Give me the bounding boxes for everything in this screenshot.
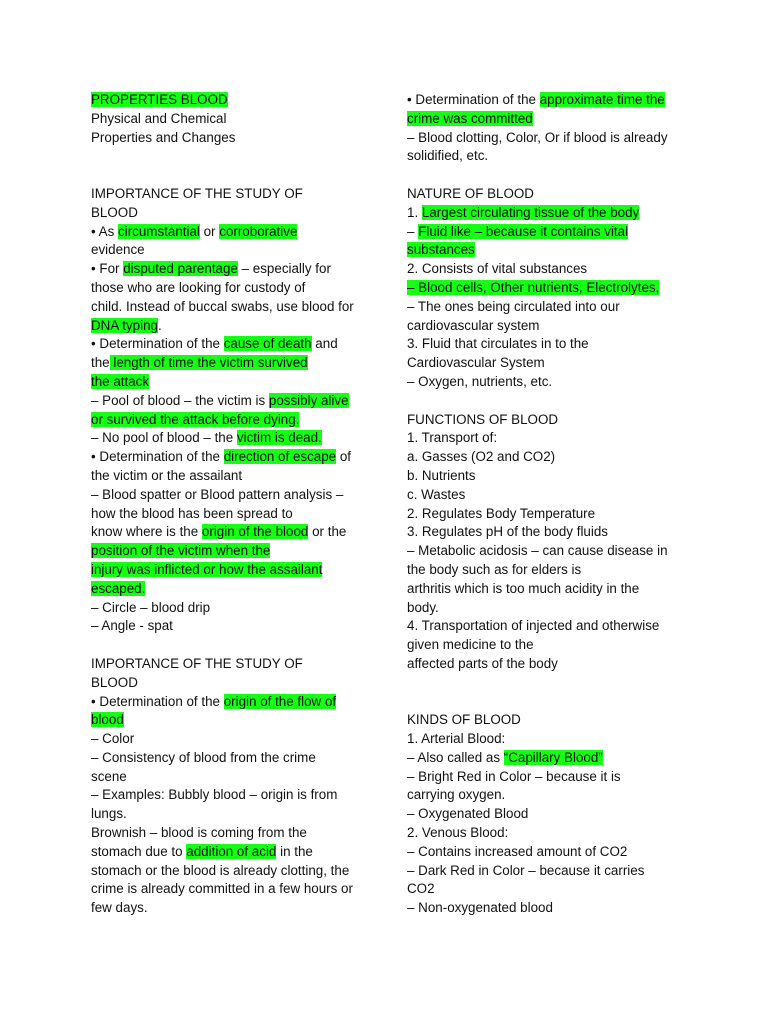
highlighted-text: victim is dead. (236, 430, 322, 446)
text-line (407, 505, 687, 524)
text-segment: 2. Regulates Body Temperature (407, 505, 596, 521)
text-segment: child. Instead of buccal swabs, use blood for (91, 298, 354, 314)
blank-line (407, 693, 687, 712)
text-line (91, 185, 371, 204)
text-segment: • Determination of the (91, 336, 224, 352)
text-segment: FUNCTIONS OF BLOOD (407, 411, 559, 427)
text-line (407, 730, 687, 749)
text-line (407, 899, 687, 918)
text-line (407, 580, 687, 599)
text-segment: 2. Consists of vital substances (407, 261, 588, 277)
text-segment: IMPORTANCE OF THE STUDY OF (91, 185, 303, 201)
highlighted-text: escaped. (91, 580, 146, 596)
text-segment: Brownish – blood is coming from the (91, 825, 307, 841)
text-line (91, 335, 371, 354)
text-line (91, 824, 371, 843)
text-segment: – Non-oxygenated blood (407, 900, 553, 916)
text-segment: 2. Venous Blood: (407, 825, 509, 841)
text-line (91, 279, 371, 298)
text-line (407, 824, 687, 843)
text-segment: know where is the (91, 524, 202, 540)
highlighted-text: approximate time the (539, 92, 665, 107)
text-segment: lungs. (91, 806, 127, 822)
highlighted-text: disputed parentage (123, 261, 238, 277)
text-segment: 3. Regulates pH of the body fluids (407, 524, 608, 540)
text-segment: cardiovascular system (407, 317, 540, 333)
text-line (91, 486, 371, 505)
text-segment: NATURE OF BLOOD (407, 185, 534, 201)
highlighted-text: injury was inflicted or how the assailant (91, 561, 323, 577)
text-segment: 1. Arterial Blood: (407, 731, 506, 747)
text-segment: Physical and Chemical (91, 110, 227, 126)
text-line (91, 467, 371, 486)
highlighted-text: position of the victim when the (91, 543, 271, 559)
text-line (91, 768, 371, 787)
highlighted-text: circumstantial (118, 223, 200, 239)
text-segment: KINDS OF BLOOD (407, 712, 521, 728)
text-segment: and (311, 336, 338, 352)
text-line (407, 655, 687, 674)
text-segment: – Also called as (407, 749, 504, 765)
text-segment: c. Wastes (407, 486, 466, 502)
text-line (407, 91, 687, 110)
text-segment: given medicine to the (407, 637, 534, 653)
text-segment: – especially for (237, 261, 331, 277)
highlighted-text: length of time the victim survived (109, 355, 308, 371)
text-line (91, 505, 371, 524)
text-segment: • For (91, 261, 124, 277)
highlighted-text: origin of the blood (201, 524, 309, 540)
text-segment: • Determination of the (91, 449, 224, 465)
text-segment: carrying oxygen. (407, 787, 506, 803)
text-line (91, 110, 371, 129)
text-line (407, 335, 687, 354)
highlighted-text: “Capillary Blood” (503, 749, 603, 765)
text-line (91, 429, 371, 448)
text-line (407, 373, 687, 392)
text-segment: – Angle - spat (91, 618, 173, 634)
text-segment: evidence (91, 242, 145, 258)
blank-line (91, 166, 371, 185)
text-segment: – Pool of blood – the victim is (91, 392, 269, 408)
text-line (91, 862, 371, 881)
text-line (91, 805, 371, 824)
text-line (91, 523, 371, 542)
text-line (91, 241, 371, 260)
text-line (91, 542, 371, 561)
text-line (407, 448, 687, 467)
text-line (91, 674, 371, 693)
text-segment: – Bright Red in Color – because it is (407, 768, 621, 784)
text-line (91, 749, 371, 768)
text-segment: – Color (91, 731, 135, 747)
text-line (91, 204, 371, 223)
text-segment: stomach due to (91, 843, 187, 859)
text-segment: those who are looking for custody of (91, 279, 306, 295)
text-line (91, 448, 371, 467)
text-line (407, 317, 687, 336)
text-line (91, 298, 371, 317)
text-line (407, 354, 687, 373)
text-segment: – Consistency of blood from the crime (91, 749, 316, 765)
text-segment: body. (407, 599, 439, 615)
text-line (91, 599, 371, 618)
text-segment: – Examples: Bubbly blood – origin is from (91, 787, 338, 803)
text-segment: 3. Fluid that circulates in to the (407, 336, 589, 352)
text-line (407, 129, 687, 148)
text-segment: • Determination of the (91, 693, 224, 709)
highlighted-text: direction of escape (223, 449, 337, 465)
text-line (91, 711, 371, 730)
text-line (91, 392, 371, 411)
text-segment: – Dark Red in Color – because it carries (407, 862, 645, 878)
highlighted-text: origin of the flow of (223, 693, 337, 709)
text-line (407, 467, 687, 486)
text-line (407, 279, 687, 298)
highlighted-text: DNA typing (91, 317, 158, 333)
text-line (91, 354, 371, 373)
text-segment: Properties and Changes (91, 129, 236, 145)
text-line (407, 862, 687, 881)
text-line (407, 768, 687, 787)
blank-line (407, 392, 687, 411)
left-text-column (91, 91, 371, 918)
text-segment: or (199, 223, 220, 239)
highlighted-text: corroborative (219, 223, 298, 239)
text-segment: 4. Transportation of injected and otherwise (407, 618, 660, 634)
highlighted-text: Fluid like – because it contains vital (418, 223, 629, 239)
text-segment: arthritis which is too much acidity in the (407, 580, 640, 596)
text-segment: . (158, 317, 162, 333)
highlighted-text: or survived the attack before dying. (91, 411, 300, 427)
text-line (91, 786, 371, 805)
highlighted-text: addition of acid (186, 843, 277, 859)
text-segment: solidified, etc. (407, 148, 489, 164)
text-line (91, 655, 371, 674)
text-line (407, 542, 687, 561)
text-segment: b. Nutrients (407, 467, 476, 483)
blank-line (91, 636, 371, 655)
text-line (91, 580, 371, 599)
text-line (407, 223, 687, 242)
text-line (407, 636, 687, 655)
text-line (91, 91, 371, 110)
text-line (407, 241, 687, 260)
text-segment: affected parts of the body (407, 655, 558, 671)
text-segment: a. Gasses (O2 and CO2) (407, 449, 556, 465)
highlighted-text: cause of death (223, 336, 312, 352)
highlighted-text: blood (91, 712, 124, 728)
text-line (407, 185, 687, 204)
text-line (407, 749, 687, 768)
text-segment: stomach or the blood is already clotting, the (91, 862, 350, 878)
text-line (91, 223, 371, 242)
text-segment: the body such as for elders is (407, 561, 582, 577)
text-segment: • Determination of the (407, 92, 540, 107)
text-segment: BLOOD (91, 204, 138, 220)
text-segment: or the (308, 524, 347, 540)
text-line (91, 129, 371, 148)
text-line (407, 805, 687, 824)
text-segment: the victim or the assailant (91, 467, 243, 483)
text-line (91, 561, 371, 580)
text-segment: of (336, 449, 352, 465)
text-line (91, 880, 371, 899)
text-segment: few days. (91, 900, 148, 916)
text-segment: 1. (407, 204, 422, 220)
text-segment: BLOOD (91, 674, 138, 690)
text-line (407, 260, 687, 279)
text-line (407, 110, 687, 129)
text-line (407, 880, 687, 899)
text-segment: • As (91, 223, 119, 239)
highlighted-text: substances (407, 242, 475, 258)
highlighted-text: PROPERTIES BLOOD (91, 92, 228, 107)
blank-line (91, 147, 371, 166)
text-line (91, 899, 371, 918)
text-segment: 1. Transport of: (407, 430, 498, 446)
text-line (407, 599, 687, 618)
text-segment: – Blood spatter or Blood pattern analysis – (91, 486, 344, 502)
text-line (407, 711, 687, 730)
text-line (91, 693, 371, 712)
text-segment: – Contains increased amount of CO2 (407, 843, 628, 859)
text-segment: scene (91, 768, 127, 784)
text-line (407, 147, 687, 166)
text-line (91, 617, 371, 636)
text-segment: – Oxygenated Blood (407, 806, 529, 822)
text-line (91, 260, 371, 279)
highlighted-text: crime was committed (407, 110, 533, 126)
text-line (407, 298, 687, 317)
text-segment: – Circle – blood drip (91, 599, 211, 615)
text-segment: IMPORTANCE OF THE STUDY OF (91, 655, 303, 671)
text-segment: in the (276, 843, 313, 859)
text-segment: – No pool of blood – the (91, 430, 237, 446)
text-segment: – Blood clotting, Color, Or if blood is already (407, 129, 668, 145)
text-line (407, 561, 687, 580)
blank-line (407, 674, 687, 693)
highlighted-text: the attack (91, 373, 150, 389)
text-line (407, 429, 687, 448)
blank-line (407, 166, 687, 185)
text-line (407, 617, 687, 636)
right-text-column (407, 91, 687, 918)
text-line (407, 411, 687, 430)
highlighted-text: Largest circulating tissue of the body (421, 204, 640, 220)
highlighted-text: possibly alive (268, 392, 349, 408)
text-segment: the (91, 355, 110, 371)
text-segment: – Oxygen, nutrients, etc. (407, 373, 553, 389)
text-segment: – (407, 223, 419, 239)
text-segment: CO2 (407, 881, 435, 897)
text-line (91, 317, 371, 336)
text-line (407, 786, 687, 805)
text-line (407, 486, 687, 505)
highlighted-text: – Blood cells, Other nutrients, Electrolytes, (407, 279, 660, 295)
text-segment: – The ones being circulated into our (407, 298, 620, 314)
text-segment: – Metabolic acidosis – can cause disease in (407, 543, 668, 559)
text-line (407, 204, 687, 223)
text-line (407, 523, 687, 542)
text-line (91, 373, 371, 392)
text-line (91, 843, 371, 862)
text-line (91, 730, 371, 749)
text-segment: Cardiovascular System (407, 355, 545, 371)
text-line (91, 411, 371, 430)
text-segment: how the blood has been spread to (91, 505, 293, 521)
text-line (407, 843, 687, 862)
text-segment: crime is already committed in a few hours or (91, 881, 353, 897)
